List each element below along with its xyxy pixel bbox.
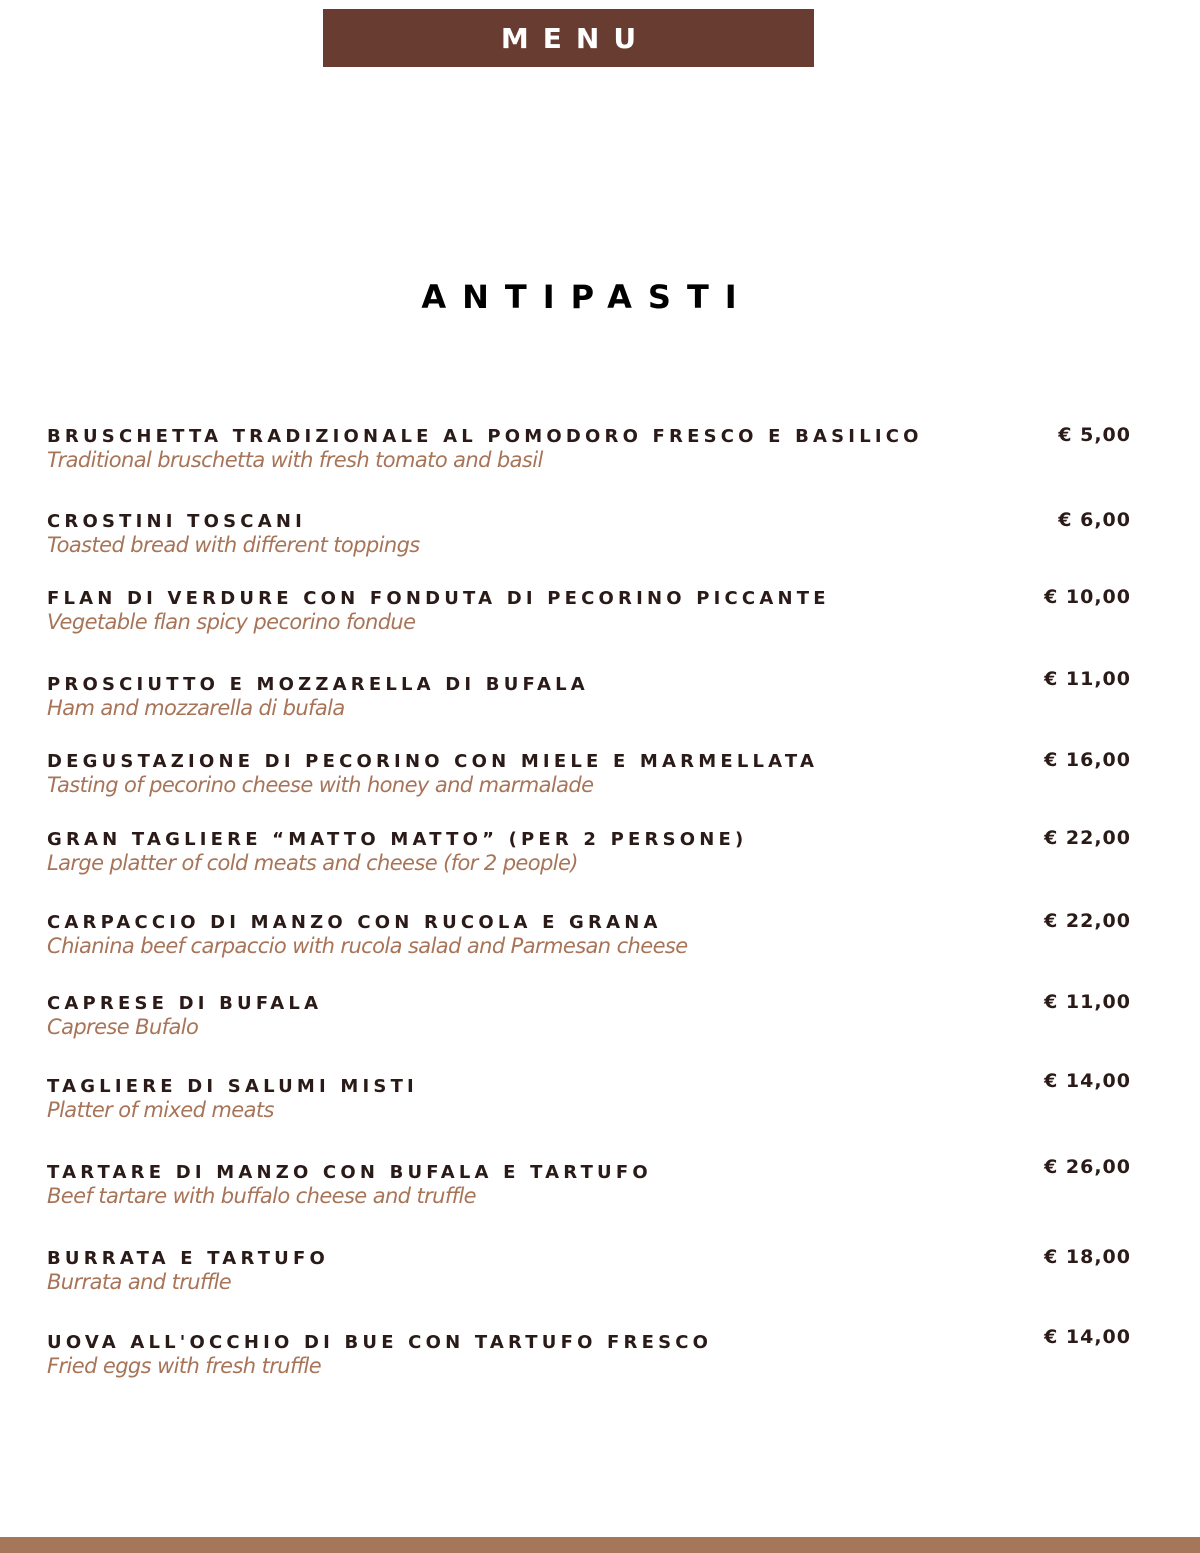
- item-price: € 11,00: [1044, 991, 1131, 1013]
- item-name: UOVA ALL'OCCHIO DI BUE CON TARTUFO FRESCO: [47, 1332, 713, 1353]
- item-price: € 26,00: [1044, 1156, 1131, 1178]
- item-name: TARTARE DI MANZO CON BUFALA E TARTUFO: [47, 1162, 652, 1183]
- item-price: € 14,00: [1044, 1326, 1131, 1348]
- item-name: BURRATA E TARTUFO: [47, 1248, 329, 1269]
- item-description: Burrata and truffle: [47, 1270, 232, 1294]
- item-name: TAGLIERE DI SALUMI MISTI: [47, 1076, 418, 1097]
- menu-item: [47, 1156, 1132, 1209]
- menu-item: [47, 829, 1132, 876]
- item-price: € 14,00: [1044, 1070, 1131, 1092]
- item-name: DEGUSTAZIONE DI PECORINO CON MIELE E MARMELLATA: [47, 751, 819, 772]
- item-description: Caprese Bufalo: [47, 1015, 199, 1039]
- item-name: CARPACCIO DI MANZO CON RUCOLA E GRANA: [47, 912, 662, 933]
- item-description: Large platter of cold meats and cheese (for 2 people): [47, 851, 578, 875]
- item-name: PROSCIUTTO E MOZZARELLA DI BUFALA: [47, 674, 589, 695]
- item-price: € 16,00: [1044, 749, 1131, 771]
- menu-item: [47, 751, 1132, 798]
- item-description: Platter of mixed meats: [47, 1098, 274, 1122]
- menu-item: [47, 1326, 1132, 1379]
- item-description: Vegetable flan spicy pecorino fondue: [47, 610, 416, 634]
- item-description: Toasted bread with different toppings: [47, 533, 420, 557]
- item-name: CAPRESE DI BUFALA: [47, 993, 323, 1014]
- item-description: Chianina beef carpaccio with rucola salad and Parmesan cheese: [47, 934, 688, 958]
- item-description: Ham and mozzarella di bufala: [47, 696, 345, 720]
- item-description: Beef tartare with buffalo cheese and truffle: [47, 1184, 476, 1208]
- menu-banner: [323, 9, 814, 67]
- item-price: € 22,00: [1044, 910, 1131, 932]
- section-title: ANTIPASTI: [421, 278, 753, 316]
- menu-item: [47, 912, 1132, 959]
- item-description: Fried eggs with fresh truffle: [47, 1354, 322, 1378]
- item-name: BRUSCHETTA TRADIZIONALE AL POMODORO FRESCO E BASILICO: [47, 426, 923, 447]
- menu-item: [47, 668, 1132, 721]
- menu-item: [47, 511, 1132, 558]
- item-name: FLAN DI VERDURE CON FONDUTA DI PECORINO PICCANTE: [47, 588, 830, 609]
- menu-title: MENU: [500, 21, 651, 55]
- item-description: Tasting of pecorino cheese with honey and marmalade: [47, 773, 594, 797]
- menu-item: [47, 993, 1132, 1040]
- item-price: € 5,00: [1058, 424, 1131, 446]
- item-name: CROSTINI TOSCANI: [47, 511, 306, 532]
- item-price: € 22,00: [1044, 827, 1131, 849]
- item-price: € 6,00: [1058, 509, 1131, 531]
- menu-item: [47, 1248, 1132, 1295]
- item-price: € 11,00: [1044, 668, 1131, 690]
- item-price: € 10,00: [1044, 586, 1131, 608]
- item-name: GRAN TAGLIERE “MATTO MATTO” (PER 2 PERSONE): [47, 829, 748, 850]
- item-price: € 18,00: [1044, 1246, 1131, 1268]
- footer-bar: [0, 1537, 1200, 1553]
- menu-item: [47, 588, 1132, 635]
- item-description: Traditional bruschetta with fresh tomato and basil: [47, 448, 543, 472]
- menu-item: [47, 1070, 1132, 1123]
- menu-item: [47, 426, 1132, 473]
